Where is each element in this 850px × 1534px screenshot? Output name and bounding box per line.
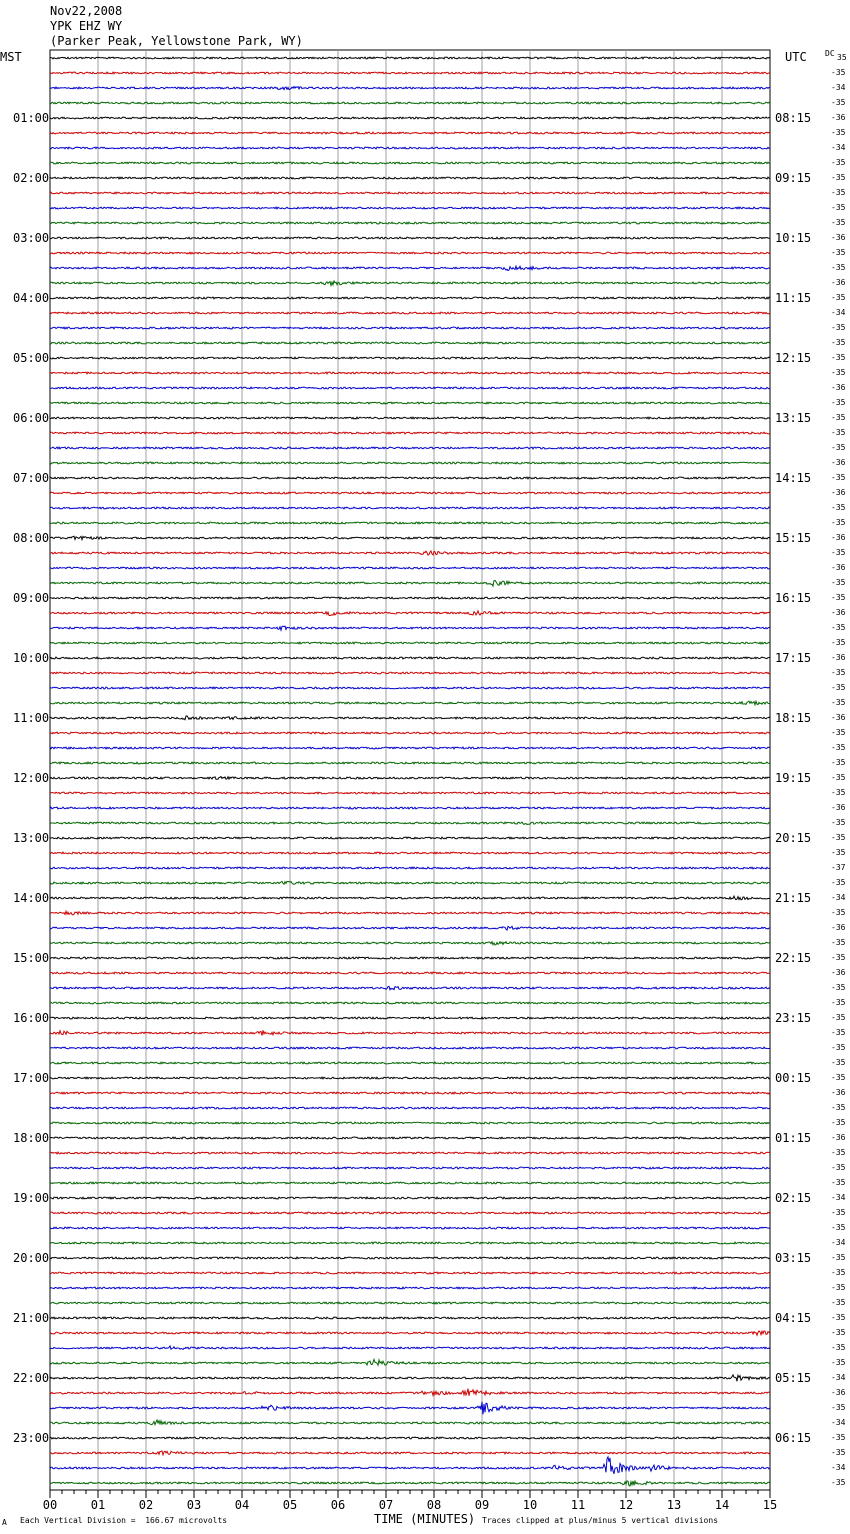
dc-offset-label: -36 bbox=[831, 1133, 846, 1142]
dc-offset-label: -34 bbox=[831, 1238, 846, 1247]
trace-line bbox=[50, 657, 770, 659]
trace-line bbox=[50, 492, 770, 494]
trace-line bbox=[50, 1317, 770, 1319]
trace-line bbox=[50, 777, 770, 780]
right-axis-title: UTC bbox=[785, 50, 807, 64]
trace-line bbox=[50, 1481, 770, 1486]
x-tick-label: 12 bbox=[618, 1498, 634, 1512]
x-tick-label: 09 bbox=[474, 1498, 490, 1512]
dc-offset-label: -35 bbox=[831, 368, 846, 377]
trace-line bbox=[50, 1152, 770, 1154]
dc-offset-label: -35 bbox=[831, 1358, 846, 1367]
trace-line bbox=[50, 1227, 770, 1229]
dc-offset-label: -34 bbox=[831, 308, 846, 317]
dc-offset-label: -35 bbox=[831, 443, 846, 452]
dc-offset-label: -35 bbox=[831, 623, 846, 632]
dc-offset-label: -35 bbox=[831, 158, 846, 167]
dc-offset-label: -36 bbox=[831, 458, 846, 467]
mst-hour-label: 16:00 bbox=[13, 1011, 50, 1025]
trace-line bbox=[50, 1122, 770, 1124]
dc-offset-label: -35 bbox=[831, 263, 846, 272]
x-tick-label: 05 bbox=[282, 1498, 298, 1512]
trace-line bbox=[50, 626, 770, 630]
dc-offset-label: -35 bbox=[831, 398, 846, 407]
utc-hour-label: 14:15 bbox=[775, 471, 812, 485]
trace-line bbox=[50, 837, 770, 839]
trace-line bbox=[50, 357, 770, 359]
dc-offset-label: -35 bbox=[831, 788, 846, 797]
trace-line bbox=[50, 852, 770, 854]
dc-title: DC bbox=[825, 49, 835, 58]
trace-line bbox=[50, 926, 770, 930]
trace-line bbox=[50, 1002, 770, 1004]
mst-hour-label: 18:00 bbox=[13, 1131, 50, 1145]
x-tick-label: 02 bbox=[138, 1498, 154, 1512]
dc-offset-label: -36 bbox=[831, 488, 846, 497]
mst-hour-label: 23:00 bbox=[13, 1431, 50, 1445]
trace-line bbox=[50, 701, 770, 705]
trace-line bbox=[50, 867, 770, 869]
dc-offset-label: -35 bbox=[831, 593, 846, 602]
x-tick-label: 06 bbox=[330, 1498, 346, 1512]
trace-line bbox=[50, 911, 770, 915]
mst-hour-label: 15:00 bbox=[13, 951, 50, 965]
dc-offset-label: -35 bbox=[831, 1058, 846, 1067]
plot-frame bbox=[50, 50, 770, 1490]
dc-offset-label: -35 bbox=[831, 1313, 846, 1322]
utc-hour-label: 21:15 bbox=[775, 891, 812, 905]
dc-offset-label: -35 bbox=[831, 1073, 846, 1082]
trace-line bbox=[50, 1451, 770, 1455]
dc-offset-label: -36 bbox=[831, 383, 846, 392]
trace-line bbox=[50, 207, 770, 209]
dc-offset-label: -36 bbox=[831, 233, 846, 242]
x-axis-title: TIME (MINUTES) bbox=[374, 1512, 476, 1526]
mst-hour-label: 06:00 bbox=[13, 411, 50, 425]
trace-line bbox=[50, 732, 770, 734]
trace-line bbox=[50, 1257, 770, 1259]
trace-line bbox=[50, 1457, 770, 1474]
mst-hour-label: 17:00 bbox=[13, 1071, 50, 1085]
trace-line bbox=[50, 281, 770, 286]
trace-line bbox=[50, 1212, 770, 1214]
dc-offset-label: -34 bbox=[831, 1193, 846, 1202]
trace-line bbox=[50, 1137, 770, 1139]
mst-hour-label: 21:00 bbox=[13, 1311, 50, 1325]
dc-offset-label: -35 bbox=[831, 1283, 846, 1292]
trace-line bbox=[50, 1331, 770, 1335]
trace-line bbox=[50, 1047, 770, 1049]
dc-offset-label: -35 bbox=[831, 1013, 846, 1022]
dc-offset-label: -35 bbox=[831, 938, 846, 947]
mst-hour-label: 14:00 bbox=[13, 891, 50, 905]
dc-offset-label: -35 bbox=[831, 773, 846, 782]
trace-line bbox=[50, 1287, 770, 1289]
utc-hour-label: 17:15 bbox=[775, 651, 812, 665]
header-location: (Parker Peak, Yellowstone Park, WY) bbox=[50, 34, 303, 48]
mst-hour-label: 07:00 bbox=[13, 471, 50, 485]
dc-offset-label: -35 bbox=[831, 578, 846, 587]
utc-hour-label: 20:15 bbox=[775, 831, 812, 845]
dc-offset-label: -35 bbox=[831, 1298, 846, 1307]
dc-offset-label: -36 bbox=[831, 713, 846, 722]
utc-hour-label: 09:15 bbox=[775, 171, 812, 185]
dc-offset-label: -35 bbox=[831, 548, 846, 557]
trace-line bbox=[50, 986, 770, 989]
trace-line bbox=[50, 522, 770, 524]
dc-offset-label: -36 bbox=[831, 923, 846, 932]
utc-hour-label: 02:15 bbox=[775, 1191, 812, 1205]
trace-line bbox=[50, 147, 770, 149]
mst-hour-label: 05:00 bbox=[13, 351, 50, 365]
x-tick-label: 03 bbox=[186, 1498, 202, 1512]
trace-line bbox=[50, 266, 770, 270]
dc-offset-label: -36 bbox=[831, 608, 846, 617]
utc-hour-label: 04:15 bbox=[775, 1311, 812, 1325]
dc-offset-label: -35 bbox=[831, 68, 846, 77]
trace-line bbox=[50, 747, 770, 749]
x-tick-label: 04 bbox=[234, 1498, 250, 1512]
mst-hour-label: 04:00 bbox=[13, 291, 50, 305]
mst-hour-label: 20:00 bbox=[13, 1251, 50, 1265]
utc-hour-label: 00:15 bbox=[775, 1071, 812, 1085]
mst-hour-label: 13:00 bbox=[13, 831, 50, 845]
trace-line bbox=[50, 972, 770, 974]
trace-line bbox=[50, 1302, 770, 1304]
dc-offset-label: -35 bbox=[831, 683, 846, 692]
trace-line bbox=[50, 1107, 770, 1109]
mst-hour-label: 08:00 bbox=[13, 531, 50, 545]
dc-offset-label: -35 bbox=[831, 413, 846, 422]
dc-offset-label: -35 bbox=[831, 128, 846, 137]
x-tick-label: 15 bbox=[762, 1498, 778, 1512]
dc-offset-label: -35 bbox=[831, 833, 846, 842]
trace-line bbox=[50, 72, 770, 74]
utc-hour-label: 10:15 bbox=[775, 231, 812, 245]
dc-offset-label: -35 bbox=[831, 188, 846, 197]
utc-hour-label: 19:15 bbox=[775, 771, 812, 785]
mst-hour-label: 19:00 bbox=[13, 1191, 50, 1205]
trace-line bbox=[50, 477, 770, 479]
dc-offset-label: -34 bbox=[831, 893, 846, 902]
trace-line bbox=[50, 792, 770, 794]
mst-hour-label: 10:00 bbox=[13, 651, 50, 665]
mst-hour-label: 22:00 bbox=[13, 1371, 50, 1385]
trace-line bbox=[50, 372, 770, 374]
trace-line bbox=[50, 192, 770, 194]
dc-offset-label: -34 bbox=[831, 1418, 846, 1427]
trace-line bbox=[50, 1242, 770, 1244]
trace-line bbox=[50, 1272, 770, 1274]
dc-offset-label: -36 bbox=[831, 803, 846, 812]
dc-offset-label: -35 bbox=[831, 98, 846, 107]
trace-line bbox=[50, 687, 770, 689]
trace-line bbox=[50, 957, 770, 959]
dc-offset-label: -35 bbox=[831, 1163, 846, 1172]
trace-line bbox=[50, 672, 770, 674]
x-tick-label: 10 bbox=[522, 1498, 538, 1512]
footer-left-mark: A bbox=[2, 1518, 7, 1527]
trace-line bbox=[50, 597, 770, 599]
dc-offset-label: -35 bbox=[831, 218, 846, 227]
trace-line bbox=[50, 447, 770, 449]
trace-line bbox=[50, 580, 770, 586]
dc-offset-label: -35 bbox=[831, 983, 846, 992]
dc-offset-label: -34 bbox=[831, 1373, 846, 1382]
dc-offset-label: -35 bbox=[831, 1448, 846, 1457]
dc-offset-label: -35 bbox=[831, 1343, 846, 1352]
dc-offset-label: -35 bbox=[831, 818, 846, 827]
dc-offset-label: -35 bbox=[831, 1118, 846, 1127]
trace-line bbox=[50, 1030, 770, 1035]
dc-offset-label: -35 bbox=[831, 998, 846, 1007]
trace-line bbox=[50, 462, 770, 464]
trace-line bbox=[50, 1062, 770, 1064]
mst-hour-label: 01:00 bbox=[13, 111, 50, 125]
dc-offset-label: -35 bbox=[831, 953, 846, 962]
dc-offset-label: 35 bbox=[837, 53, 847, 62]
utc-hour-label: 01:15 bbox=[775, 1131, 812, 1145]
dc-offset-label: -35 bbox=[831, 878, 846, 887]
trace-line bbox=[50, 312, 770, 314]
x-tick-label: 11 bbox=[570, 1498, 586, 1512]
trace-line bbox=[50, 762, 770, 764]
footer-clip-note: Traces clipped at plus/minus 5 vertical divisions bbox=[482, 1516, 719, 1525]
dc-offset-label: -35 bbox=[831, 473, 846, 482]
trace-line bbox=[50, 87, 770, 90]
trace-line bbox=[50, 807, 770, 809]
dc-offset-label: -35 bbox=[831, 908, 846, 917]
dc-offset-label: -34 bbox=[831, 143, 846, 152]
utc-hour-label: 15:15 bbox=[775, 531, 812, 545]
trace-line bbox=[50, 1402, 770, 1415]
trace-line bbox=[50, 1092, 770, 1094]
dc-offset-label: -35 bbox=[831, 518, 846, 527]
dc-offset-label: -35 bbox=[831, 1403, 846, 1412]
dc-offset-label: -36 bbox=[831, 113, 846, 122]
trace-line bbox=[50, 551, 770, 555]
utc-hour-label: 13:15 bbox=[775, 411, 812, 425]
x-tick-label: 14 bbox=[714, 1498, 730, 1512]
trace-line bbox=[50, 417, 770, 419]
utc-hour-label: 08:15 bbox=[775, 111, 812, 125]
trace-line bbox=[50, 642, 770, 644]
utc-hour-label: 18:15 bbox=[775, 711, 812, 725]
x-tick-label: 08 bbox=[426, 1498, 442, 1512]
trace-line bbox=[50, 402, 770, 404]
mst-hour-label: 02:00 bbox=[13, 171, 50, 185]
dc-offset-label: -35 bbox=[831, 428, 846, 437]
x-tick-label: 13 bbox=[666, 1498, 682, 1512]
trace-line bbox=[50, 896, 770, 900]
dc-offset-label: -35 bbox=[831, 1433, 846, 1442]
x-tick-label: 07 bbox=[378, 1498, 394, 1512]
trace-line bbox=[50, 1077, 770, 1079]
dc-offset-label: -35 bbox=[831, 1043, 846, 1052]
trace-line bbox=[50, 881, 770, 884]
dc-offset-label: -35 bbox=[831, 503, 846, 512]
trace-line bbox=[50, 102, 770, 104]
trace-line bbox=[50, 1167, 770, 1169]
dc-offset-label: -36 bbox=[831, 968, 846, 977]
dc-offset-label: -35 bbox=[831, 1028, 846, 1037]
dc-offset-label: -35 bbox=[831, 353, 846, 362]
dc-offset-label: -35 bbox=[831, 1103, 846, 1112]
dc-offset-label: -35 bbox=[831, 293, 846, 302]
dc-offset-label: -35 bbox=[831, 1148, 846, 1157]
utc-hour-label: 22:15 bbox=[775, 951, 812, 965]
trace-line bbox=[50, 177, 770, 179]
trace-line bbox=[50, 536, 770, 539]
trace-line bbox=[50, 716, 770, 720]
utc-hour-label: 12:15 bbox=[775, 351, 812, 365]
dc-offset-label: -35 bbox=[831, 668, 846, 677]
dc-offset-label: -35 bbox=[831, 323, 846, 332]
dc-offset-label: -36 bbox=[831, 533, 846, 542]
trace-line bbox=[50, 507, 770, 509]
trace-line bbox=[50, 237, 770, 239]
dc-offset-label: -35 bbox=[831, 1223, 846, 1232]
dc-offset-label: -35 bbox=[831, 728, 846, 737]
trace-line bbox=[50, 1017, 770, 1019]
dc-offset-label: -35 bbox=[831, 1478, 846, 1487]
dc-offset-label: -35 bbox=[831, 758, 846, 767]
utc-hour-label: 05:15 bbox=[775, 1371, 812, 1385]
trace-line bbox=[50, 1359, 770, 1365]
mst-hour-label: 11:00 bbox=[13, 711, 50, 725]
dc-offset-label: -35 bbox=[831, 1328, 846, 1337]
dc-offset-label: -34 bbox=[831, 1463, 846, 1472]
utc-hour-label: 16:15 bbox=[775, 591, 812, 605]
dc-offset-label: -35 bbox=[831, 1178, 846, 1187]
trace-line bbox=[50, 342, 770, 344]
header-date: Nov22,2008 bbox=[50, 4, 123, 18]
trace-line bbox=[50, 822, 770, 825]
trace-line bbox=[50, 1197, 770, 1199]
trace-line bbox=[50, 252, 770, 254]
dc-offset-label: -36 bbox=[831, 278, 846, 287]
trace-line bbox=[50, 117, 770, 119]
footer-scale-note: Each Vertical Division = 166.67 microvolts bbox=[20, 1516, 228, 1525]
trace-line bbox=[50, 222, 770, 224]
trace-line bbox=[50, 387, 770, 389]
trace-line bbox=[50, 567, 770, 569]
dc-offset-label: -35 bbox=[831, 173, 846, 182]
mst-hour-label: 09:00 bbox=[13, 591, 50, 605]
dc-offset-label: -35 bbox=[831, 848, 846, 857]
dc-offset-label: -36 bbox=[831, 563, 846, 572]
dc-offset-label: -35 bbox=[831, 1208, 846, 1217]
mst-hour-label: 03:00 bbox=[13, 231, 50, 245]
trace-line bbox=[50, 1389, 770, 1396]
trace-line bbox=[50, 132, 770, 134]
trace-line bbox=[50, 327, 770, 329]
dc-offset-label: -36 bbox=[831, 653, 846, 662]
utc-hour-label: 11:15 bbox=[775, 291, 812, 305]
trace-line bbox=[50, 1182, 770, 1184]
trace-line bbox=[50, 1346, 770, 1350]
dc-offset-label: -35 bbox=[831, 638, 846, 647]
utc-hour-label: 23:15 bbox=[775, 1011, 812, 1025]
dc-offset-label: -35 bbox=[831, 1268, 846, 1277]
dc-offset-label: -35 bbox=[831, 743, 846, 752]
trace-line bbox=[50, 297, 770, 299]
dc-offset-label: -36 bbox=[831, 1088, 846, 1097]
trace-line bbox=[50, 942, 770, 945]
dc-offset-label: -35 bbox=[831, 1253, 846, 1262]
dc-offset-label: -35 bbox=[831, 698, 846, 707]
header-station: YPK EHZ WY bbox=[50, 19, 123, 33]
utc-hour-label: 03:15 bbox=[775, 1251, 812, 1265]
x-tick-label: 00 bbox=[42, 1498, 58, 1512]
dc-offset-label: -34 bbox=[831, 83, 846, 92]
mst-hour-label: 12:00 bbox=[13, 771, 50, 785]
utc-hour-label: 06:15 bbox=[775, 1431, 812, 1445]
dc-offset-label: -35 bbox=[831, 248, 846, 257]
dc-offset-label: -35 bbox=[831, 338, 846, 347]
dc-offset-label: -36 bbox=[831, 1388, 846, 1397]
trace-line bbox=[50, 57, 770, 59]
left-axis-title: MST bbox=[0, 50, 22, 64]
dc-offset-label: -37 bbox=[831, 863, 846, 872]
trace-line bbox=[50, 1375, 770, 1381]
trace-line bbox=[50, 1420, 770, 1425]
trace-line bbox=[50, 162, 770, 164]
x-tick-label: 01 bbox=[90, 1498, 106, 1512]
trace-line bbox=[50, 432, 770, 434]
trace-line bbox=[50, 1437, 770, 1439]
dc-offset-label: -35 bbox=[831, 203, 846, 212]
trace-line bbox=[50, 611, 770, 616]
